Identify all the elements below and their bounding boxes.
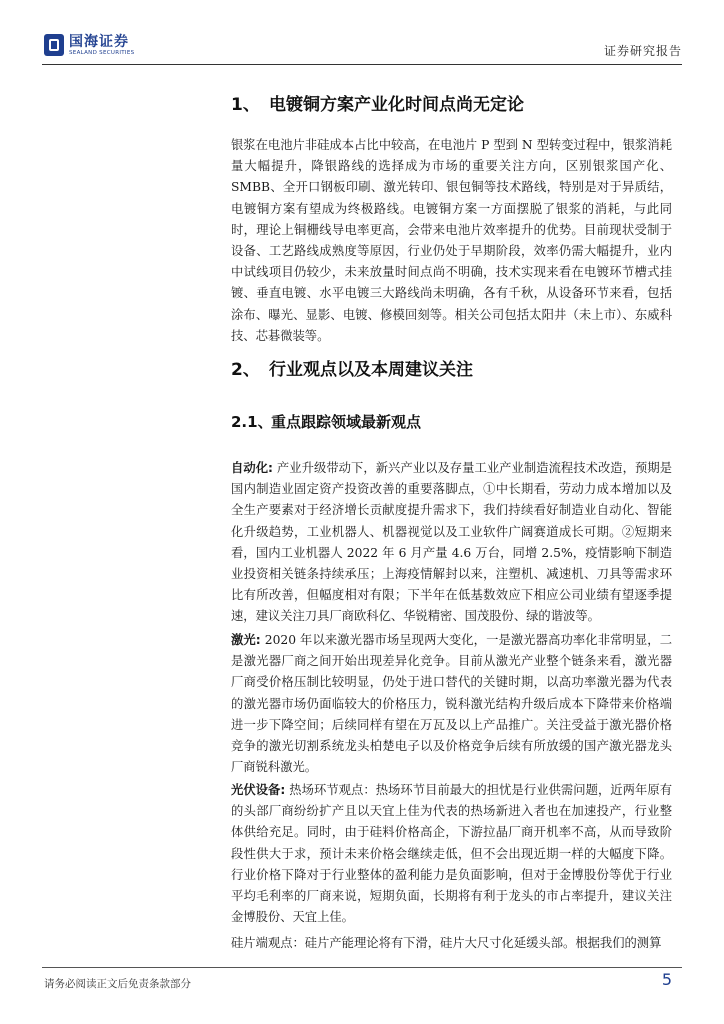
pv-equipment-label: 光伏设备: [231, 783, 286, 797]
automation-text: 产业升级带动下，新兴产业以及存量工业产业制造流程技术改造，预期是国内制造业固定资产投资改善的重要落脚点，①中长期看，劳动力成本增加以及全生产要素对于经济增长贡献度提升需求下，我们持续看好制造业自动化、智能化升级趋势，工业机器人、机器视觉以及工业软件广阔赛道成长可期。②短期来看，国内工业机器人 2022 年 6 月产量 4.6 万台，同增 2.5%，疫情影响下制造业投资相关链条持续承压；上海疫情解封以来，注塑机、减速机、刀具等需求环比有所改善，但幅度相对有限；下半年在低基数效应下相应公司业绩有望逐季提速，建议关注刀具厂商欧科亿、华锐精密、国茂股份、绿的谐波等。 [231, 461, 672, 624]
section-2-heading [231, 355, 473, 380]
logo-icon [44, 34, 64, 56]
automation-paragraph [231, 458, 672, 628]
section-2-number: 2、 [231, 360, 260, 380]
logo-text-en: SEALAND SECURITIES [69, 50, 135, 56]
laser-text: 2020 年以来激光器市场呈现两大变化，一是激光器高功率化非常明显，二是激光器厂商之间开始出现差异化竞争。目前从激光产业整个链条来看，激光器厂商受价格压制比较明显，仍处于进口替代的关键时期，以高功率激光器为代表的激光器市场仍面临较大的价格压力，锐科激光结构升级后成本下降带来价格端进一步下降空间；后续同样有望在万瓦及以上产品推广。关注受益于激光器价格竞争的激光切割系统龙头柏楚电子以及价格竞争后续有所放缓的国产激光器龙头厂商锐科激光。 [231, 633, 672, 775]
wafer-paragraph: 硅片端观点：硅片产能理论将有下滑，硅片大尺寸化延缓头部。根据我们的测算 [231, 936, 662, 950]
page-number: 5 [661, 970, 672, 989]
section-1-paragraph: 银浆在电池片非硅成本占比中较高，在电池片 P 型到 N 型转变过程中，银浆消耗量大幅提升，降银路线的选择成为市场的重要关注方向，区别银浆国产化、SMBB、全开口钢板印刷、激光转印、银包铜等技术路线，特别是对于异质结，电镀铜方案有望成为终极路线。电镀铜方案一方面摆脱了银浆的消耗，与此同时，理论上铜栅线导电率更高，会带来电池片效率提升的优势。目前现状受制于设备、工艺路线成熟度等原因，行业仍处于早期阶段，效率仍需大幅提升，业内中试线项目仍较少，未来放量时间点尚不明确，技术实现来看在电镀环节槽式挂镀、垂直电镀、水平电镀三大路线尚未明确，各有千秋，从设备环节来看，包括涂布、曝光、显影、电镀、修模回刻等。相关公司包括太阳井（未上市）、东威科技、芯碁微装等。 [231, 138, 672, 343]
section-2-1-heading [231, 411, 421, 432]
pv-equipment-paragraph [231, 780, 672, 928]
automation-label: 自动化: [231, 461, 273, 475]
laser-paragraph [231, 630, 672, 778]
section-2-1-number: 2.1、 [231, 413, 273, 431]
footer-disclaimer: 请务必阅读正文后免责条款部分 [44, 978, 191, 990]
section-1-number: 1、 [231, 95, 260, 115]
section-2-1-title: 重点跟踪领域最新观点 [271, 413, 422, 431]
footer-divider [42, 967, 682, 968]
pv-equipment-text: 热场环节观点：热场环节目前最大的担忧是行业供需问题，近两年原有的头部厂商纷纷扩产且以天宜上佳为代表的热场新进入者也在加速投产，行业整体供给充足。同时，由于硅料价格高企，下游拉晶厂商开机率不高，从而导致阶段性供大于求，预计未来价格会继续走低，但不会出现近期一样的大幅度下降。行业价格下降对于行业整体的盈利能力是负面影响，但对于金博股份等优于行业平均毛利率的厂商来说，短期负面，长期将有利于龙头的市占率提升，建议关注金博股份、天宜上佳。 [231, 783, 672, 925]
logo-text-cn: 国海证券 [69, 34, 129, 50]
section-1-heading [231, 90, 524, 115]
section-1-title: 电镀铜方案产业化时间点尚无定论 [269, 95, 524, 115]
company-logo [44, 30, 156, 62]
section-2-title: 行业观点以及本周建议关注 [269, 360, 473, 380]
laser-label: 激光: [231, 633, 261, 647]
page-header [42, 28, 682, 65]
report-type-label: 证券研究报告 [603, 44, 682, 58]
